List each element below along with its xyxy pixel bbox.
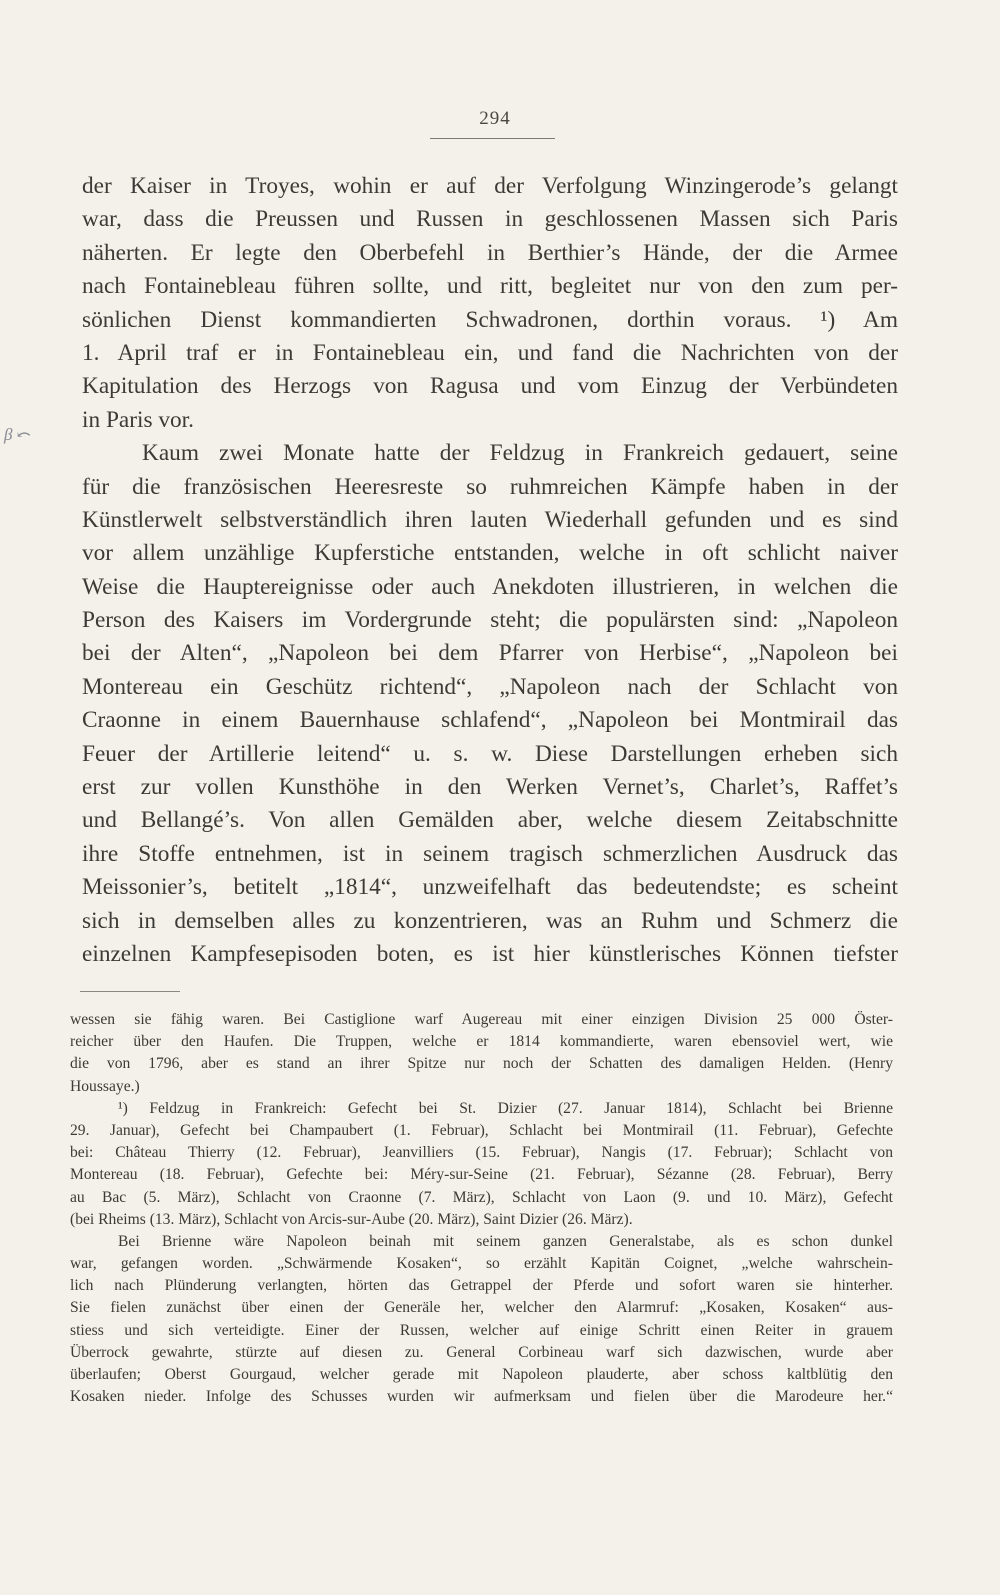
footnote-line: die von 1796, aber es stand an ihrer Spitze nur noch der Schatten des damaligen Helden. (Henry bbox=[70, 1055, 893, 1073]
footnote-line: au Bac (5. März), Schlacht von Craonne (7. März), Schlacht von Laon (9. und 10. März), Gefecht bbox=[70, 1188, 893, 1206]
footnotes bbox=[70, 1009, 893, 1408]
text-line: Montereau ein Geschütz richtend“, „Napoleon nach der Schlacht von bbox=[82, 673, 898, 700]
header-rule bbox=[430, 138, 555, 139]
text-line: in Paris vor. bbox=[82, 406, 194, 433]
text-line: Feuer der Artillerie leitend“ u. s. w. Diese Darstellungen erheben sich bbox=[82, 740, 898, 767]
footnote-line: stiess und sich verteidigte. Einer der Russen, welcher auf einige Schritt einen Reiter in grauem bbox=[70, 1321, 893, 1339]
footnote-line: war, gefangen worden. „Schwärmende Kosaken“, so erzählt Kapitän Coignet, „welche wahrschein- bbox=[70, 1255, 893, 1273]
footnote-line: 29. Januar), Gefecht bei Champaubert (1. Februar), Schlacht bei Montmirail (11. Februar), Gefechte bbox=[70, 1121, 893, 1139]
footnote-line: bei: Château Thierry (12. Februar), Jeanvilliers (15. Februar), Nangis (17. Februar); Schlacht von bbox=[70, 1144, 893, 1162]
margin-note: β ⤺ bbox=[4, 425, 31, 444]
text-line: für die französischen Heeresreste so ruhmreichen Kämpfe haben in der bbox=[82, 473, 898, 500]
footnote-line: reicher über den Haufen. Die Truppen, welche er 1814 kommandierte, waren ebensoviel wert, wie bbox=[70, 1033, 893, 1051]
main-text bbox=[82, 170, 898, 971]
text-line: sönlichen Dienst kommandierten Schwadronen, dorthin voraus. ¹) Am bbox=[82, 306, 898, 333]
text-line: vor allem unzählige Kupferstiche entstanden, welche in oft schlicht naiver bbox=[82, 540, 898, 567]
footnote-line: wessen sie fähig waren. Bei Castiglione warf Augereau mit einer einzigen Division 25 000 Öster- bbox=[70, 1011, 893, 1028]
text-line: Weise die Hauptereignisse oder auch Anekdoten illustrieren, in welchen die bbox=[82, 573, 898, 600]
text-line: Meissonier’s, betitelt „1814“, unzweifelhaft das bedeutendste; es scheint bbox=[82, 874, 898, 901]
footnote-line: ¹) Feldzug in Frankreich: Gefecht bei St. Dizier (27. Januar 1814), Schlacht bei Brienne bbox=[118, 1099, 893, 1117]
text-line: der Kaiser in Troyes, wohin er auf der Verfolgung Winzingerode’s gelangt bbox=[82, 173, 898, 199]
footnote-line: Kosaken nieder. Infolge des Schusses wurden wir aufmerksam und fielen über die Marodeure her.“ bbox=[70, 1388, 893, 1406]
text-line: Craonne in einem Bauernhause schlafend“, „Napoleon bei Montmirail das bbox=[82, 707, 898, 734]
footnote-line: Sie fielen zunächst über einen der Generäle her, welcher den Alarmruf: „Kosaken, Kosaken“ aus- bbox=[70, 1299, 893, 1317]
text-line: sich in demselben alles zu konzentrieren, was an Ruhm und Schmerz die bbox=[82, 907, 898, 934]
footnote-line: (bei Rheims (13. März), Schlacht von Arcis-sur-Aube (20. März), Saint Dizier (26. März). bbox=[70, 1210, 633, 1228]
text-line: Person des Kaisers im Vordergrunde steht; die populärsten sind: „Napoleon bbox=[82, 607, 898, 634]
footnote-line: überlaufen; Oberst Gourgaud, welcher gerade mit Napoleon plauderte, aber schoss kaltblütig den bbox=[70, 1366, 893, 1383]
text-line: 1. April traf er in Fontainebleau ein, und fand die Nachrichten von der bbox=[82, 339, 898, 366]
text-line: bei der Alten“, „Napoleon bei dem Pfarrer von Herbise“, „Napoleon bei bbox=[82, 640, 898, 667]
text-line: ihre Stoffe entnehmen, ist in seinem tragisch schmerzlichen Ausdruck das bbox=[82, 840, 898, 867]
page-number: 294 bbox=[479, 108, 511, 129]
footnote-line: Montereau (18. Februar), Gefechte bei: Méry-sur-Seine (21. Februar), Sézanne (28. Februar), Berry bbox=[70, 1166, 893, 1184]
footnote-line: lich nach Plünderung verlangten, hörten das Getrappel der Pferde und sofort waren sie hinterher. bbox=[70, 1277, 893, 1295]
text-line: einzelnen Kampfesepisoden boten, es ist hier künstlerisches Können tiefster bbox=[82, 940, 898, 967]
footnote-line: Überrock gewahrte, stürzte auf diesen zu. General Corbineau warf sich dazwischen, wurde aber bbox=[70, 1343, 893, 1361]
footnote-line: Houssaye.) bbox=[70, 1077, 140, 1095]
footnote-rule bbox=[80, 991, 180, 992]
text-line: Kaum zwei Monate hatte der Feldzug in Frankreich gedauert, seine bbox=[142, 440, 898, 467]
text-line: näherten. Er legte den Oberbefehl in Berthier’s Hände, der die Armee bbox=[82, 239, 898, 266]
footnote-line: Bei Brienne wäre Napoleon beinah mit seinem ganzen Generalstabe, als es schon dunkel bbox=[118, 1232, 893, 1250]
text-line: Kapitulation des Herzogs von Ragusa und vom Einzug der Verbündeten bbox=[82, 373, 898, 400]
text-line: nach Fontainebleau führen sollte, und ritt, begleitet nur von den zum per- bbox=[82, 273, 898, 300]
text-line: war, dass die Preussen und Russen in geschlossenen Massen sich Paris bbox=[82, 206, 898, 233]
text-line: Künstlerwelt selbstverständlich ihren lauten Wiederhall gefunden und es sind bbox=[82, 506, 898, 533]
text-line: erst zur vollen Kunsthöhe in den Werken Vernet’s, Charlet’s, Raffet’s bbox=[82, 774, 898, 801]
text-line: und Bellangé’s. Von allen Gemälden aber, welche diesem Zeitabschnitte bbox=[82, 807, 898, 834]
